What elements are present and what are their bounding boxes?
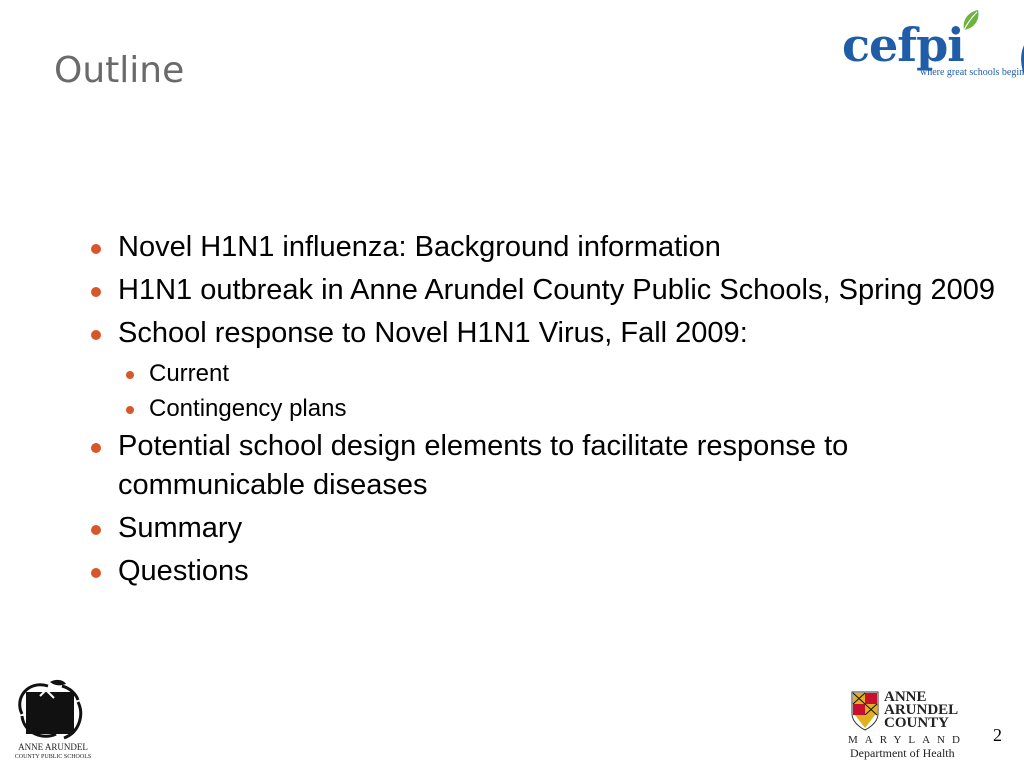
outline-item-questions: Questions bbox=[88, 552, 998, 591]
outline-subitem-contingency: Contingency plans bbox=[88, 392, 998, 425]
page-number: 2 bbox=[993, 725, 1002, 745]
health-dept-line2: ARUNDEL bbox=[884, 702, 959, 718]
apple-emblem-icon bbox=[10, 676, 96, 742]
cefpi-tagline: where great schools begin bbox=[920, 67, 1024, 78]
outline-list bbox=[88, 228, 998, 595]
outline-subitem-current: Current bbox=[88, 357, 998, 390]
health-dept-line1: ANNE bbox=[884, 689, 927, 705]
outline-item-background: Novel H1N1 influenza: Background information bbox=[88, 228, 998, 267]
cefpi-logo bbox=[842, 8, 1024, 88]
maryland-shield-icon bbox=[850, 690, 880, 732]
outline-item-summary: Summary bbox=[88, 509, 998, 548]
outline-item-school-response: School response to Novel H1N1 Virus, Fall 2009: bbox=[88, 314, 998, 353]
aacps-name: ANNE ARUNDEL bbox=[18, 742, 88, 752]
cefpi-wordmark: cefpi bbox=[842, 18, 964, 72]
health-dept-line3: COUNTY bbox=[884, 715, 950, 731]
outline-item-design-elements: Potential school design elements to facilitate response to communicable diseases bbox=[88, 427, 998, 505]
swirl-icon bbox=[1016, 36, 1024, 82]
health-department-logo bbox=[848, 688, 972, 764]
health-dept-state: MARYLAND bbox=[848, 734, 967, 746]
outline-item-outbreak: H1N1 outbreak in Anne Arundel County Public Schools, Spring 2009 bbox=[88, 271, 998, 310]
leaf-icon bbox=[960, 8, 982, 34]
aacps-logo bbox=[10, 676, 96, 764]
slide-title: Outline bbox=[54, 50, 185, 91]
aacps-subtitle: COUNTY PUBLIC SCHOOLS bbox=[14, 754, 92, 760]
health-dept-name: Department of Health bbox=[850, 746, 955, 760]
